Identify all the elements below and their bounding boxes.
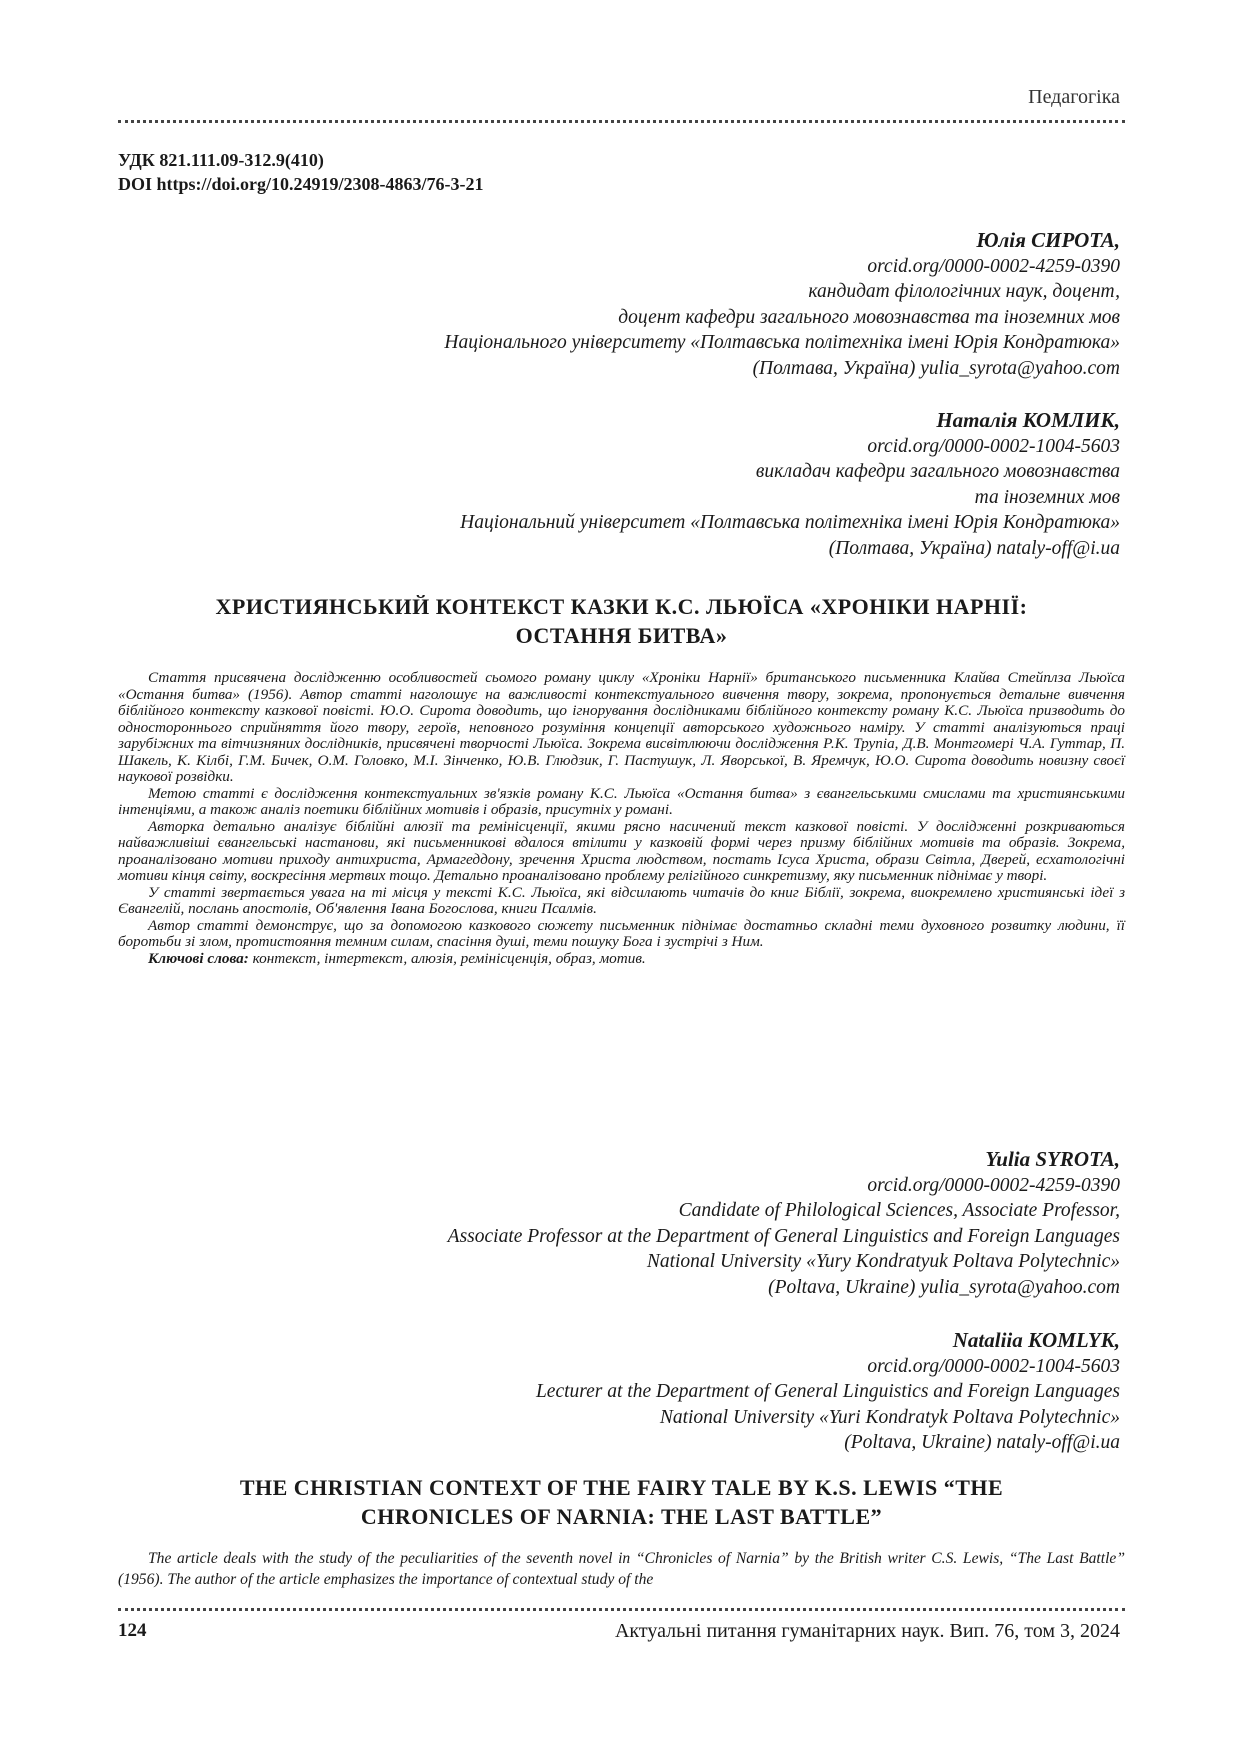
author-orcid[interactable]: orcid.org/0000-0002-4259-0390 [867,1174,1120,1196]
page-number: 124 [118,1620,147,1641]
section-label: Педагогіка [1028,86,1120,108]
abstract-paragraph: Стаття присвячена дослідженню особливостей сьомого роману циклу «Хроніки Нарнії» британського письменника Клайва Стейплза Льюїса «Остання битва» (1956). Автор статті наголошує на важливості контекстуального вивчення твору, зокрема, пропонується детальне вивчення біблійного контексту казкової повісті. Ю.О. Сирота доводить, що ігнорування дослідниками біблійного контексту роману К.С. Льюїса призводить до одностороннього сприйняття його твору, героїв, неповного розуміння концепції авторського художнього наміру. У статті аналізуються праці зарубіжних та вітчизняних дослідників, присвячені творчості Льюїса. Зокрема висвітлюючи дослідження Р.К. Трупіа, Д.В. Монтгомері Ч.А. Гуттар, П. Шакель, К. Кілбі, Г.М. Бичек, О.М. Головко, М.І. Зінченко, Ю.В. Глюдзик, Г. Пастушук, Л. Яворської, В. Яремчук, Ю.О. Сирота доводить новизну своєї наукової розвідки. [118,669,1125,785]
title-line: THE CHRISTIAN CONTEXT OF THE FAIRY TALE BY K.S. LEWIS “THE [239,1475,1004,1500]
author-degree: кандидат філологічних наук, доцент, [808,281,1120,303]
author-degree: Candidate of Philological Sciences, Associate Professor, [678,1200,1120,1222]
doi-link[interactable]: DOI https://doi.org/10.24919/2308-4863/76-3-21 [118,174,484,194]
author-position: Lecturer at the Department of General Linguistics and Foreign Languages [535,1381,1120,1403]
author-orcid[interactable]: orcid.org/0000-0002-4259-0390 [867,255,1120,277]
author-university: Національний університет «Полтавська політехніка імені Юрія Кондратюка» [460,512,1120,534]
author-contact: (Poltava, Ukraine) nataly-off@i.ua [844,1432,1120,1454]
author-block-ua-1 [444,228,1120,382]
abstract-paragraph: The article deals with the study of the peculiarities of the seventh novel in “Chronicles of Narnia” by the British writer C.S. Lewis, “The Last Battle” (1956). The author of the article emphasizes the importance of contextual study of the [118,1550,1125,1588]
abstract-paragraph: Метою статті є дослідження контекстуальних зв'язків роману К.С. Льюїса «Остання битва» з євангельськими смислами та християнськими інтенціями, а також аналіз поетики біблійних мотивів і образів, присутніх у романі. [118,784,1125,818]
keywords-label: Ключові слова: [148,949,249,967]
title-line: CHRONICLES OF NARNIA: THE LAST BATTLE” [360,1504,883,1529]
title-line: ХРИСТИЯНСЬКИЙ КОНТЕКСТ КАЗКИ К.С. ЛЬЮЇСА «ХРОНІКИ НАРНІЇ: [215,594,1028,619]
author-position: Associate Professor at the Department of General Linguistics and Foreign Languages [447,1225,1120,1247]
abstract-paragraph: Авторка детально аналізує біблійні алюзії та ремінісценції, якими рясно насичений текст казкової повісті. У дослідженні розкриваються найважливіші євангельські настанови, які письменникові вдалося втілити у казковій формі через призму біблійних мотивів та образів. Зокрема, проаналізовано мотиви приходу антихриста, Армагеддону, зречення Христа людством, постать Ісуса Христа, образи Світла, Дверей, есхатологічні мотиви кінця світу, воскресіння мертвих тощо. Детально проаналізовано проблему релігійного синкретизму, яку письменник піднімає у творі. [118,817,1125,884]
article-title-en [118,1473,1125,1531]
abstract-paragraph: Автор статті демонструє, що за допомогою казкового сюжету письменник піднімає достатньо складні теми духовного розвитку людини, її боротьби зі злом, протистояння темним силам, спасіння душі, теми пошуку Бога і зустрічі з Ним. [118,916,1125,950]
author-contact: (Полтава, Україна) yulia_syrota@yahoo.com [752,357,1120,379]
keywords-list: контекст, інтертекст, алюзія, ремінісценція, образ, мотив. [248,949,646,967]
author-name: Юлія СИРОТА, [976,228,1120,252]
udk-code: УДК 821.111.09-312.9(410) [118,150,324,170]
author-university: National University «Yury Kondratyuk Poltava Polytechnic» [646,1251,1120,1273]
author-name: Наталія КОМЛИК, [936,408,1120,432]
author-block-en-2 [536,1328,1120,1456]
title-line: ОСТАННЯ БИТВА» [515,623,728,648]
article-meta [118,148,484,196]
author-contact: (Poltava, Ukraine) yulia_syrota@yahoo.com [768,1276,1120,1298]
author-contact: (Полтава, Україна) nataly-off@i.ua [828,537,1120,559]
footer-divider [118,1608,1125,1611]
abstract-paragraph: У статті звертається увага на ті місця у тексті К.С. Льюїса, які відсилають читачів до книг Біблії, зокрема, виокремлено християнські ідеї з Євангелій, послань апостолів, Об'явлення Івана Богослова, книги Псалмів. [118,883,1125,917]
author-position-cont: та іноземних мов [974,486,1120,508]
abstract-en [118,1548,1125,1590]
author-position: викладач кафедри загального мовознавства [755,461,1120,483]
author-block-ua-2 [460,408,1120,562]
keywords [118,951,1125,968]
author-orcid[interactable]: orcid.org/0000-0002-1004-5603 [867,1355,1120,1377]
author-name: Nataliia KOMLYK, [952,1328,1120,1352]
article-title-ua [118,592,1125,650]
author-university: Національного університету «Полтавська політехніка імені Юрія Кондратюка» [444,332,1120,354]
journal-name: Актуальні питання гуманітарних наук. Вип. 76, том 3, 2024 [614,1620,1120,1642]
author-block-en-1 [448,1147,1120,1301]
abstract-ua [118,670,1125,967]
author-name: Yulia SYROTA, [985,1147,1120,1171]
author-position: доцент кафедри загального мовознавства та іноземних мов [618,306,1120,328]
header-divider [118,120,1125,123]
author-orcid[interactable]: orcid.org/0000-0002-1004-5603 [867,435,1120,457]
author-university: National University «Yuri Kondratyk Poltava Polytechnic» [659,1406,1120,1428]
